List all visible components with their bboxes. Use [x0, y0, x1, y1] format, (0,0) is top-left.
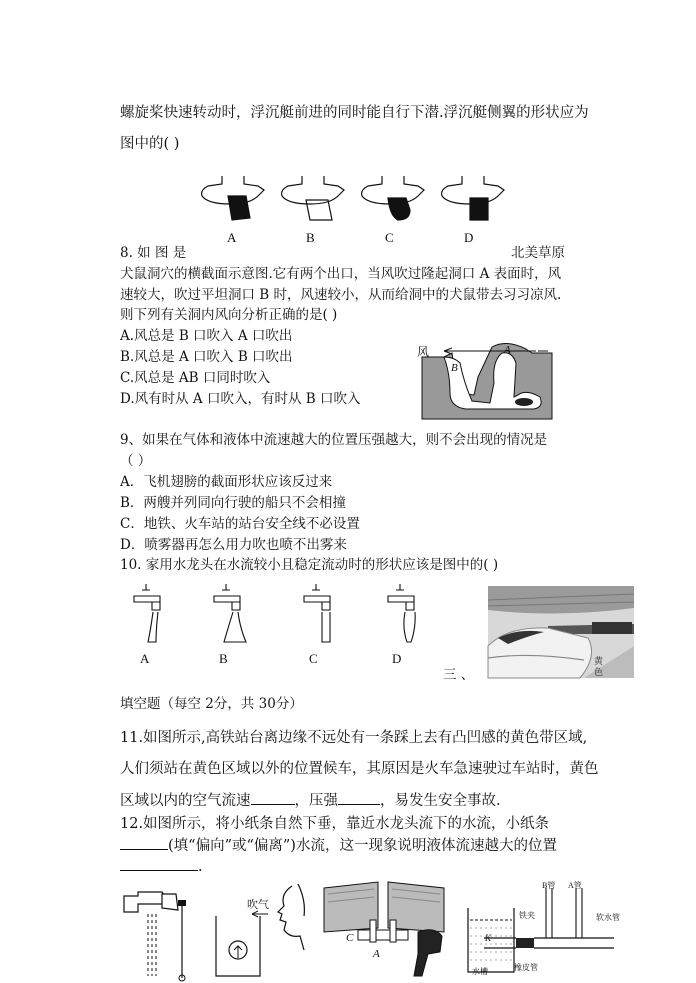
faucet-paper-figure [118, 880, 208, 980]
q8-line1-left: 8. 如 图 是 [120, 245, 187, 261]
q9-option-d: D．喷雾器再怎么用力吹也喷不出雾来 [120, 537, 347, 553]
q8-line3: 速较大，吹过平坦洞口 B 时，风速较小，从而给洞中的犬鼠带去习习凉风. [120, 287, 562, 303]
q10-option-b: B [219, 651, 228, 666]
q10-line1: 10. 家用水龙头在水流较小且稳定流动时的形状应该是图中的( ) [120, 557, 499, 573]
q9-line2: （ ） [120, 453, 152, 469]
q8-line2: 犬鼠洞穴的横截面示意图.它有两个出口，当风吹过隆起洞口 A 表面时，风 [120, 266, 562, 282]
train-photo [488, 586, 634, 678]
q7-options-figure [0, 176, 696, 236]
q8-option-b: B.风总是 A 口吹入 B 口吹出 [120, 349, 293, 365]
tube-rubber-label: 橡皮管 [514, 963, 538, 972]
q12-blank-direction[interactable] [120, 836, 168, 850]
q7-figure-a [202, 176, 264, 220]
blow-bottle-figure [208, 880, 318, 980]
tube-tank-figure [464, 880, 634, 980]
q11-blank-speed[interactable] [251, 791, 295, 805]
q12-line3: . [120, 857, 203, 876]
tube-clamp-label: 铁夹 [519, 911, 535, 920]
q12-line1: 12.如图所示，将小纸条自然下垂，靠近水龙头流下的水流，小纸条 [120, 816, 550, 832]
burrow-a-label: A [504, 344, 511, 356]
q7-figure-d [442, 176, 504, 220]
faucet-c [304, 584, 330, 642]
q10-option-c: C [309, 651, 318, 666]
q12-blank-pressure[interactable] [120, 857, 198, 871]
q11-line1: 11.如图所示,高铁站台离边缘不远处有一条踩上去有凸凹感的黄色带区域, [120, 730, 588, 746]
plates-c-label: C [346, 932, 354, 944]
q8-option-a: A.风总是 B 口吹入 A 口吹出 [120, 328, 293, 344]
blow-label: 吹气 [247, 899, 269, 911]
section3-line: 填空题（每空 2分，共 30分） [120, 696, 303, 712]
train-label-2: 色 [594, 667, 604, 677]
q7-option-d: D [464, 230, 474, 245]
q7-option-b: B [306, 230, 315, 245]
q10-option-d: D [392, 651, 402, 666]
plates-a-label: A [373, 948, 380, 960]
tube-a-label: A管 [568, 881, 582, 890]
plates-hairdryer-figure [318, 880, 458, 980]
q11-blank-pressure[interactable] [338, 791, 380, 805]
q9-option-c: C．地铁、火车站的站台安全线不必设置 [120, 516, 360, 532]
q8-option-c: C.风总是 AB 口同时吹入 [120, 370, 271, 386]
tube-tank-label: 水槽 [472, 967, 488, 976]
burrow-b-label: B [451, 362, 458, 374]
tube-b-label: B管 [542, 881, 556, 890]
faucet-d [388, 584, 415, 642]
train-label-1: 黄 [594, 656, 604, 666]
section3-heading: 三 、 [443, 667, 475, 683]
faucet-b [214, 584, 246, 642]
q11-line3: 区域以内的空气流速 ，压强 ，易发生安全事故. [120, 793, 501, 809]
q9-option-a: A．飞机翅膀的截面形状应该反过来 [120, 474, 333, 490]
q9-option-b: B．两艘并列同向行驶的船只不会相撞 [120, 495, 346, 511]
q7-option-c: C [385, 230, 394, 245]
q7-line2: 图中的( ) [120, 136, 180, 152]
q7-option-a: A [227, 230, 237, 245]
tube-k-label: K [485, 933, 492, 943]
q12-line2: (填“偏向”或“偏离”)水流，这一现象说明液体流速越大的位置 [120, 836, 557, 855]
burrow-wind-label: 风 [417, 345, 430, 359]
q10-option-a: A [140, 651, 150, 666]
faucet-figures [124, 582, 464, 652]
tube-hose-label: 软水管 [596, 913, 620, 922]
q11-line2: 人们须站在黄色区域以外的位置候车，其原因是火车急速驶过车站时，黄色 [120, 761, 599, 777]
faucet-a [134, 584, 160, 642]
burrow-figure [414, 333, 574, 423]
q8-option-d: D.风有时从 A 口吹入，有时从 B 口吹入 [120, 391, 361, 407]
q8-line4: 则下列有关洞内风向分析正确的是( ) [120, 307, 338, 323]
q9-line1: 9、如果在气体和液体中流速越大的位置压强越大，则不会出现的情况是 [120, 432, 548, 448]
q7-figure-b [282, 176, 344, 220]
q7-figure-c [362, 176, 424, 220]
q8-line1-right: 北美草原 [511, 245, 565, 261]
q7-line1: 螺旋桨快速转动时，浮沉艇前进的同时能自行下潜.浮沉艇侧翼的形状应为 [120, 105, 589, 121]
